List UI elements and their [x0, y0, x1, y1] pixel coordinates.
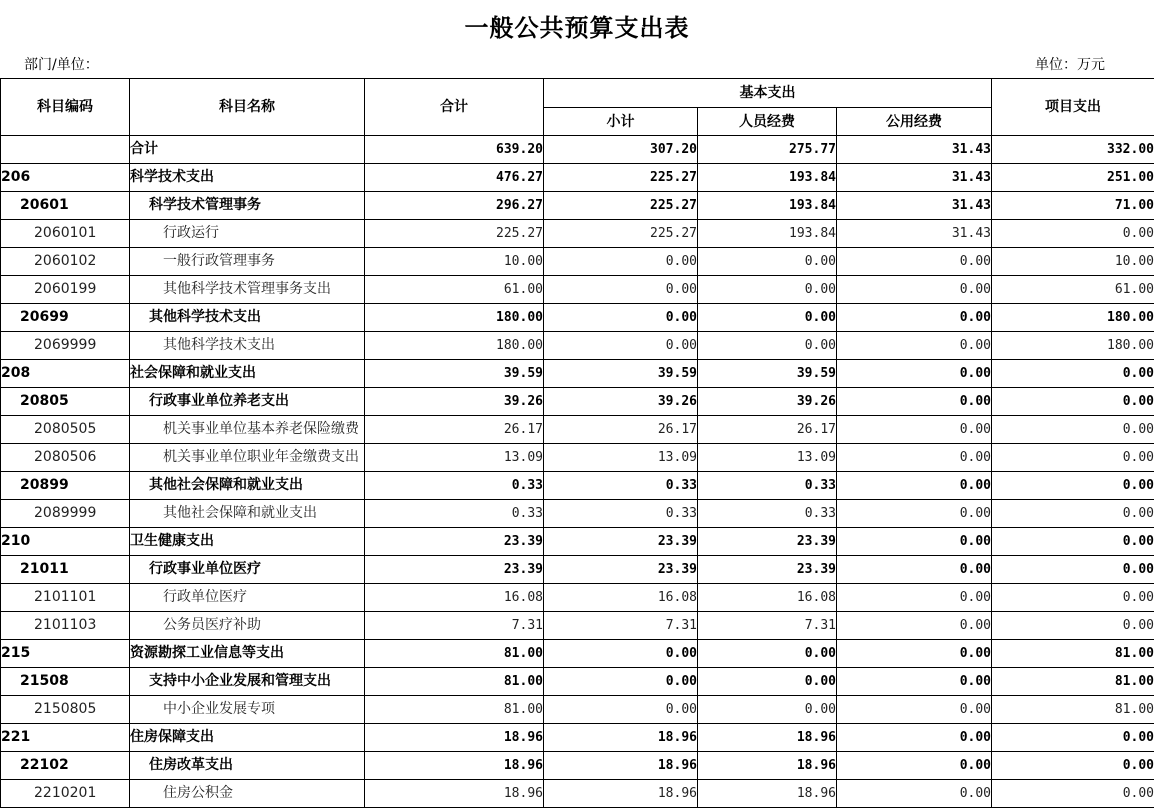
cell-public: 0.00 [837, 472, 992, 500]
table-row [1, 752, 1154, 780]
cell-public: 0.00 [837, 360, 992, 388]
table-row [1, 780, 1154, 808]
cell-public: 0.00 [837, 696, 992, 724]
table-row [1, 136, 1154, 164]
cell-public: 0.00 [837, 248, 992, 276]
cell-public: 0.00 [837, 584, 992, 612]
cell-total: 639.20 [365, 136, 544, 164]
cell-total: 7.31 [365, 612, 544, 640]
cell-project: 81.00 [992, 696, 1154, 724]
cell-total: 81.00 [365, 668, 544, 696]
cell-personnel: 193.84 [698, 220, 837, 248]
cell-project: 0.00 [992, 724, 1154, 752]
cell-name: 其他社会保障和就业支出 [130, 500, 365, 528]
table-row [1, 472, 1154, 500]
cell-public: 0.00 [837, 304, 992, 332]
cell-code: 221 [1, 724, 130, 752]
cell-project: 0.00 [992, 584, 1154, 612]
cell-code: 2060102 [1, 248, 130, 276]
cell-personnel: 16.08 [698, 584, 837, 612]
cell-personnel: 275.77 [698, 136, 837, 164]
table-row [1, 528, 1154, 556]
table-body [1, 136, 1154, 808]
cell-name: 科学技术支出 [130, 164, 365, 192]
col-header-total: 合计 [365, 79, 544, 136]
cell-total: 10.00 [365, 248, 544, 276]
table-row [1, 612, 1154, 640]
cell-subtotal: 0.00 [544, 668, 698, 696]
cell-code [1, 136, 130, 164]
cell-public: 0.00 [837, 640, 992, 668]
cell-code: 20899 [1, 472, 130, 500]
cell-name: 中小企业发展专项 [130, 696, 365, 724]
cell-project: 0.00 [992, 220, 1154, 248]
cell-personnel: 39.26 [698, 388, 837, 416]
cell-project: 180.00 [992, 332, 1154, 360]
cell-code: 215 [1, 640, 130, 668]
cell-total: 39.26 [365, 388, 544, 416]
cell-project: 251.00 [992, 164, 1154, 192]
cell-code: 21508 [1, 668, 130, 696]
cell-code: 210 [1, 528, 130, 556]
col-header-name: 科目名称 [130, 79, 365, 136]
cell-subtotal: 0.00 [544, 640, 698, 668]
cell-total: 23.39 [365, 528, 544, 556]
cell-public: 0.00 [837, 556, 992, 584]
cell-personnel: 0.00 [698, 276, 837, 304]
cell-subtotal: 0.00 [544, 248, 698, 276]
table-row [1, 276, 1154, 304]
cell-project: 0.00 [992, 556, 1154, 584]
cell-total: 18.96 [365, 780, 544, 808]
cell-total: 180.00 [365, 332, 544, 360]
budget-table [0, 78, 1154, 808]
cell-total: 18.96 [365, 752, 544, 780]
cell-name: 一般行政管理事务 [130, 248, 365, 276]
table-row [1, 584, 1154, 612]
cell-personnel: 18.96 [698, 752, 837, 780]
cell-subtotal: 18.96 [544, 724, 698, 752]
cell-total: 81.00 [365, 640, 544, 668]
cell-code: 2060199 [1, 276, 130, 304]
cell-name: 合计 [130, 136, 365, 164]
cell-total: 16.08 [365, 584, 544, 612]
cell-public: 31.43 [837, 136, 992, 164]
cell-code: 2101103 [1, 612, 130, 640]
cell-total: 13.09 [365, 444, 544, 472]
cell-subtotal: 18.96 [544, 780, 698, 808]
cell-project: 0.00 [992, 528, 1154, 556]
cell-public: 31.43 [837, 220, 992, 248]
cell-project: 61.00 [992, 276, 1154, 304]
col-header-project: 项目支出 [992, 79, 1154, 136]
cell-name: 行政运行 [130, 220, 365, 248]
cell-subtotal: 0.00 [544, 332, 698, 360]
col-header-code: 科目编码 [1, 79, 130, 136]
cell-subtotal: 0.33 [544, 472, 698, 500]
cell-code: 2089999 [1, 500, 130, 528]
cell-total: 26.17 [365, 416, 544, 444]
cell-subtotal: 225.27 [544, 192, 698, 220]
table-row [1, 192, 1154, 220]
cell-subtotal: 307.20 [544, 136, 698, 164]
cell-project: 0.00 [992, 444, 1154, 472]
cell-public: 0.00 [837, 416, 992, 444]
cell-public: 0.00 [837, 528, 992, 556]
department-label: 部门/单位： [24, 55, 99, 75]
cell-project: 81.00 [992, 668, 1154, 696]
cell-name: 行政事业单位医疗 [130, 556, 365, 584]
cell-public: 0.00 [837, 724, 992, 752]
cell-code: 21011 [1, 556, 130, 584]
cell-name: 住房公积金 [130, 780, 365, 808]
cell-total: 18.96 [365, 724, 544, 752]
cell-public: 0.00 [837, 752, 992, 780]
cell-personnel: 7.31 [698, 612, 837, 640]
cell-name: 机关事业单位职业年金缴费支出 [130, 444, 365, 472]
cell-code: 2069999 [1, 332, 130, 360]
cell-subtotal: 0.00 [544, 304, 698, 332]
table-row [1, 500, 1154, 528]
cell-personnel: 193.84 [698, 164, 837, 192]
cell-personnel: 0.00 [698, 668, 837, 696]
cell-total: 81.00 [365, 696, 544, 724]
cell-personnel: 18.96 [698, 724, 837, 752]
table-row [1, 388, 1154, 416]
cell-personnel: 0.00 [698, 248, 837, 276]
cell-total: 296.27 [365, 192, 544, 220]
page-title: 一般公共预算支出表 [0, 9, 1154, 47]
cell-personnel: 0.00 [698, 696, 837, 724]
cell-total: 476.27 [365, 164, 544, 192]
cell-subtotal: 16.08 [544, 584, 698, 612]
cell-subtotal: 23.39 [544, 528, 698, 556]
cell-code: 22102 [1, 752, 130, 780]
col-header-subtotal: 小计 [544, 108, 698, 136]
cell-project: 0.00 [992, 752, 1154, 780]
cell-public: 0.00 [837, 500, 992, 528]
cell-project: 0.00 [992, 472, 1154, 500]
cell-code: 2060101 [1, 220, 130, 248]
cell-code: 208 [1, 360, 130, 388]
table-row [1, 304, 1154, 332]
cell-name: 其他科学技术支出 [130, 304, 365, 332]
cell-subtotal: 0.00 [544, 276, 698, 304]
cell-project: 332.00 [992, 136, 1154, 164]
cell-subtotal: 18.96 [544, 752, 698, 780]
cell-code: 2101101 [1, 584, 130, 612]
cell-personnel: 0.33 [698, 472, 837, 500]
table-row [1, 444, 1154, 472]
cell-name: 住房改革支出 [130, 752, 365, 780]
cell-name: 社会保障和就业支出 [130, 360, 365, 388]
cell-total: 23.39 [365, 556, 544, 584]
unit-label: 单位：万元 [1035, 55, 1105, 75]
cell-personnel: 0.00 [698, 304, 837, 332]
cell-name: 其他社会保障和就业支出 [130, 472, 365, 500]
cell-public: 0.00 [837, 668, 992, 696]
table-row [1, 332, 1154, 360]
cell-subtotal: 26.17 [544, 416, 698, 444]
cell-name: 机关事业单位基本养老保险缴费 [130, 416, 365, 444]
table-row [1, 164, 1154, 192]
cell-public: 0.00 [837, 332, 992, 360]
cell-project: 0.00 [992, 780, 1154, 808]
cell-public: 0.00 [837, 612, 992, 640]
cell-project: 0.00 [992, 388, 1154, 416]
cell-code: 2150805 [1, 696, 130, 724]
cell-subtotal: 23.39 [544, 556, 698, 584]
cell-personnel: 23.39 [698, 556, 837, 584]
cell-name: 资源勘探工业信息等支出 [130, 640, 365, 668]
cell-subtotal: 225.27 [544, 220, 698, 248]
cell-project: 0.00 [992, 500, 1154, 528]
cell-total: 225.27 [365, 220, 544, 248]
cell-public: 0.00 [837, 444, 992, 472]
cell-project: 180.00 [992, 304, 1154, 332]
cell-personnel: 0.33 [698, 500, 837, 528]
table-row [1, 640, 1154, 668]
cell-subtotal: 39.59 [544, 360, 698, 388]
cell-public: 0.00 [837, 276, 992, 304]
cell-code: 206 [1, 164, 130, 192]
cell-personnel: 13.09 [698, 444, 837, 472]
cell-personnel: 0.00 [698, 640, 837, 668]
cell-subtotal: 39.26 [544, 388, 698, 416]
cell-public: 0.00 [837, 388, 992, 416]
cell-code: 2210201 [1, 780, 130, 808]
cell-personnel: 39.59 [698, 360, 837, 388]
cell-name: 行政单位医疗 [130, 584, 365, 612]
cell-subtotal: 0.00 [544, 696, 698, 724]
cell-public: 31.43 [837, 192, 992, 220]
table-row [1, 724, 1154, 752]
cell-code: 2080505 [1, 416, 130, 444]
table-row [1, 556, 1154, 584]
cell-total: 39.59 [365, 360, 544, 388]
cell-code: 20699 [1, 304, 130, 332]
table-row [1, 248, 1154, 276]
cell-personnel: 18.96 [698, 780, 837, 808]
cell-subtotal: 225.27 [544, 164, 698, 192]
cell-code: 20805 [1, 388, 130, 416]
table-header [1, 79, 1154, 136]
cell-code: 2080506 [1, 444, 130, 472]
table-row [1, 696, 1154, 724]
cell-public: 0.00 [837, 780, 992, 808]
cell-project: 81.00 [992, 640, 1154, 668]
cell-project: 0.00 [992, 612, 1154, 640]
table-row [1, 360, 1154, 388]
cell-name: 卫生健康支出 [130, 528, 365, 556]
cell-subtotal: 13.09 [544, 444, 698, 472]
cell-name: 其他科学技术管理事务支出 [130, 276, 365, 304]
cell-subtotal: 0.33 [544, 500, 698, 528]
cell-name: 公务员医疗补助 [130, 612, 365, 640]
cell-project: 0.00 [992, 416, 1154, 444]
cell-project: 0.00 [992, 360, 1154, 388]
cell-name: 支持中小企业发展和管理支出 [130, 668, 365, 696]
table-row [1, 416, 1154, 444]
cell-personnel: 193.84 [698, 192, 837, 220]
cell-total: 0.33 [365, 472, 544, 500]
cell-total: 180.00 [365, 304, 544, 332]
table-row [1, 220, 1154, 248]
cell-total: 61.00 [365, 276, 544, 304]
cell-name: 行政事业单位养老支出 [130, 388, 365, 416]
cell-name: 其他科学技术支出 [130, 332, 365, 360]
cell-project: 10.00 [992, 248, 1154, 276]
cell-personnel: 23.39 [698, 528, 837, 556]
cell-total: 0.33 [365, 500, 544, 528]
cell-name: 住房保障支出 [130, 724, 365, 752]
cell-public: 31.43 [837, 164, 992, 192]
cell-project: 71.00 [992, 192, 1154, 220]
cell-subtotal: 7.31 [544, 612, 698, 640]
col-header-personnel: 人员经费 [698, 108, 837, 136]
col-header-public: 公用经费 [837, 108, 992, 136]
col-header-basic-group: 基本支出 [544, 79, 992, 108]
cell-code: 20601 [1, 192, 130, 220]
cell-name: 科学技术管理事务 [130, 192, 365, 220]
table-row [1, 668, 1154, 696]
cell-personnel: 26.17 [698, 416, 837, 444]
cell-personnel: 0.00 [698, 332, 837, 360]
